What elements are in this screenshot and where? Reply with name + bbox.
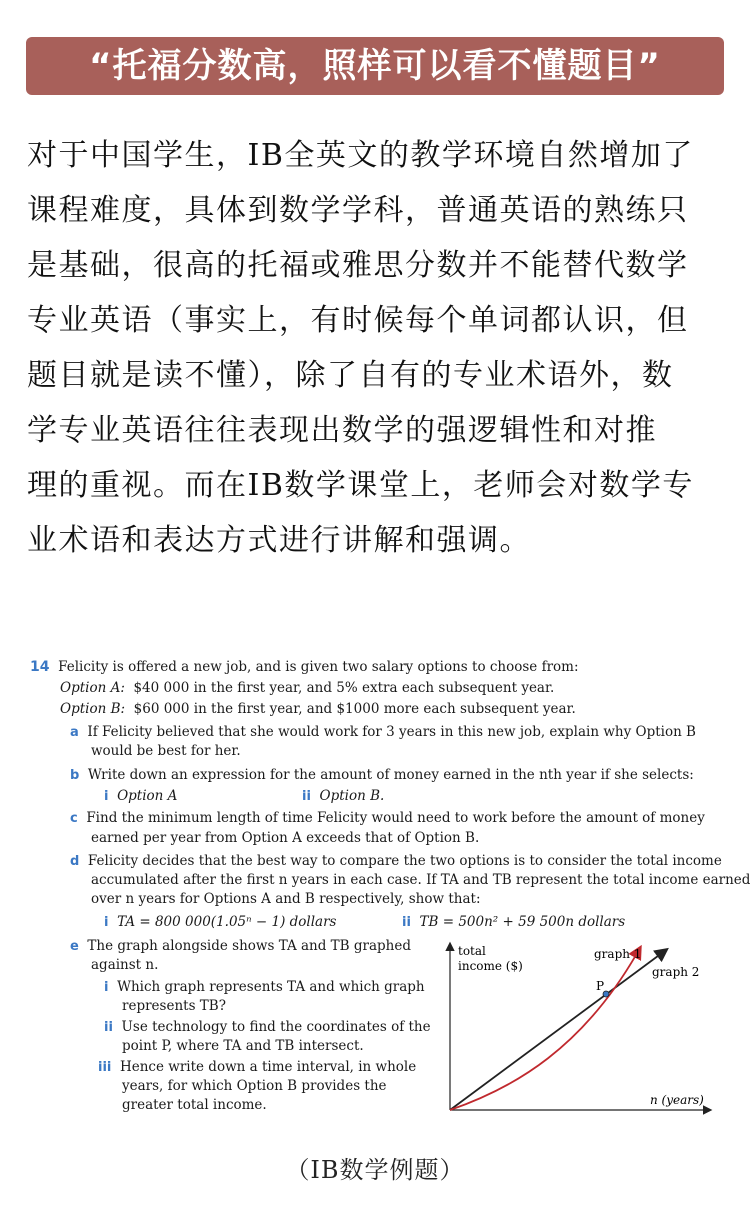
part-c: [70, 808, 705, 829]
part-e: [70, 936, 411, 957]
paragraph-line: 题目就是读不懂），除了自有的专业术语外，数: [27, 358, 674, 393]
subpart-text: greater total income.: [122, 1097, 267, 1113]
graph-1-label: graph 1: [594, 947, 642, 961]
part-d: [70, 851, 722, 872]
part-text: Felicity decides that the best way to compare the two options is to consider the total income: [87, 853, 722, 869]
subpart-label: ii: [402, 915, 411, 930]
point-label: P: [596, 979, 605, 993]
subpart-label: i: [104, 789, 109, 804]
subpart-text: Option A: [117, 788, 178, 804]
option-a-text: $40 000 in the first year, and 5% extra each subsequent year.: [133, 680, 555, 696]
part-label: d: [70, 854, 80, 869]
graph-2-label: graph 2: [652, 965, 700, 979]
part-d-i: [104, 912, 336, 933]
option-a: [60, 678, 554, 698]
part-text: earned per year from Option A exceeds that of Option B.: [91, 830, 480, 846]
caption: （IB数学例题）: [285, 1156, 465, 1184]
part-text: Find the minimum length of time Felicity would need to work before the amount of money: [86, 810, 705, 826]
subpart-text: years, for which Option B provides the: [122, 1078, 387, 1094]
part-b: [70, 765, 694, 786]
option-b: [60, 699, 576, 719]
subpart-text: Option B.: [319, 788, 385, 804]
question-number: 14: [30, 659, 50, 675]
income-graph: [444, 938, 714, 1118]
formula-tb: TB = 500n² + 59 500n dollars: [419, 914, 626, 930]
y-axis-label: total: [458, 944, 486, 958]
subpart-label: iii: [98, 1060, 112, 1075]
part-e-iii: [98, 1057, 416, 1078]
part-text: If Felicity believed that she would work for 3 years in this new job, explain why Option B: [87, 724, 696, 740]
part-text: against n.: [91, 957, 159, 973]
subpart-text: Which graph represents TA and which graph: [117, 979, 425, 995]
formula-ta: TA = 800 000(1.05ⁿ − 1) dollars: [117, 914, 337, 930]
option-a-label: Option A:: [60, 680, 125, 696]
option-b-label: Option B:: [60, 701, 126, 717]
subpart-label: i: [104, 980, 109, 995]
paragraph-line: 是基础，很高的托福或雅思分数并不能替代数学: [27, 248, 689, 283]
part-d-ii: [402, 912, 625, 933]
part-b-ii: [302, 786, 384, 807]
part-e-i: [104, 977, 425, 998]
part-label: a: [70, 725, 79, 740]
part-text: The graph alongside shows TA and TB graphed: [87, 938, 412, 954]
paragraph-line: 理的重视。而在IB数学课堂上，老师会对数学专: [27, 468, 694, 503]
option-b-text: $60 000 in the first year, and $1000 more each subsequent year.: [133, 701, 576, 717]
intro-text: Felicity is offered a new job, and is given two salary options to choose from:: [58, 659, 579, 675]
part-text: over n years for Options A and B respectively, show that:: [91, 891, 481, 907]
part-text: Write down an expression for the amount of money earned in the nth year if she selects:: [87, 767, 694, 783]
part-label: b: [70, 768, 80, 783]
part-e-ii: [104, 1017, 431, 1038]
paragraph-line: 学专业英语往往表现出数学的强逻辑性和对推: [27, 413, 657, 448]
x-axis-label: n (years): [650, 1093, 704, 1107]
graph-2-line: [450, 950, 666, 1110]
paragraph-line: 专业英语（事实上，有时候每个单词都认识，但: [27, 303, 689, 338]
banner-title: “托福分数高，照样可以看不懂题目”: [26, 37, 724, 95]
paragraph-line: 课程难度，具体到数学学科，普通英语的熟练只: [27, 193, 689, 228]
part-label: c: [70, 811, 78, 826]
subpart-label: i: [104, 915, 109, 930]
subpart-text: represents TB?: [122, 998, 226, 1014]
part-text: would be best for her.: [91, 743, 241, 759]
subpart-label: ii: [302, 789, 311, 804]
subpart-label: ii: [104, 1020, 113, 1035]
y-axis-label: income ($): [458, 959, 523, 973]
paragraph-line: 业术语和表达方式进行讲解和强调。: [27, 523, 531, 558]
part-label: e: [70, 939, 79, 954]
subpart-text: Use technology to find the coordinates of the: [121, 1019, 431, 1035]
part-text: accumulated after the first n years in each case. If TA and TB represent the total income earned: [91, 872, 750, 888]
part-b-i: [104, 786, 177, 807]
intro-paragraph: [27, 128, 727, 568]
subpart-text: point P, where TA and TB intersect.: [122, 1038, 364, 1054]
question-intro: [30, 657, 579, 677]
subpart-text: Hence write down a time interval, in whole: [119, 1059, 417, 1075]
paragraph-line: 对于中国学生，IB全英文的教学环境自然增加了: [27, 138, 694, 173]
part-a: [70, 722, 696, 743]
